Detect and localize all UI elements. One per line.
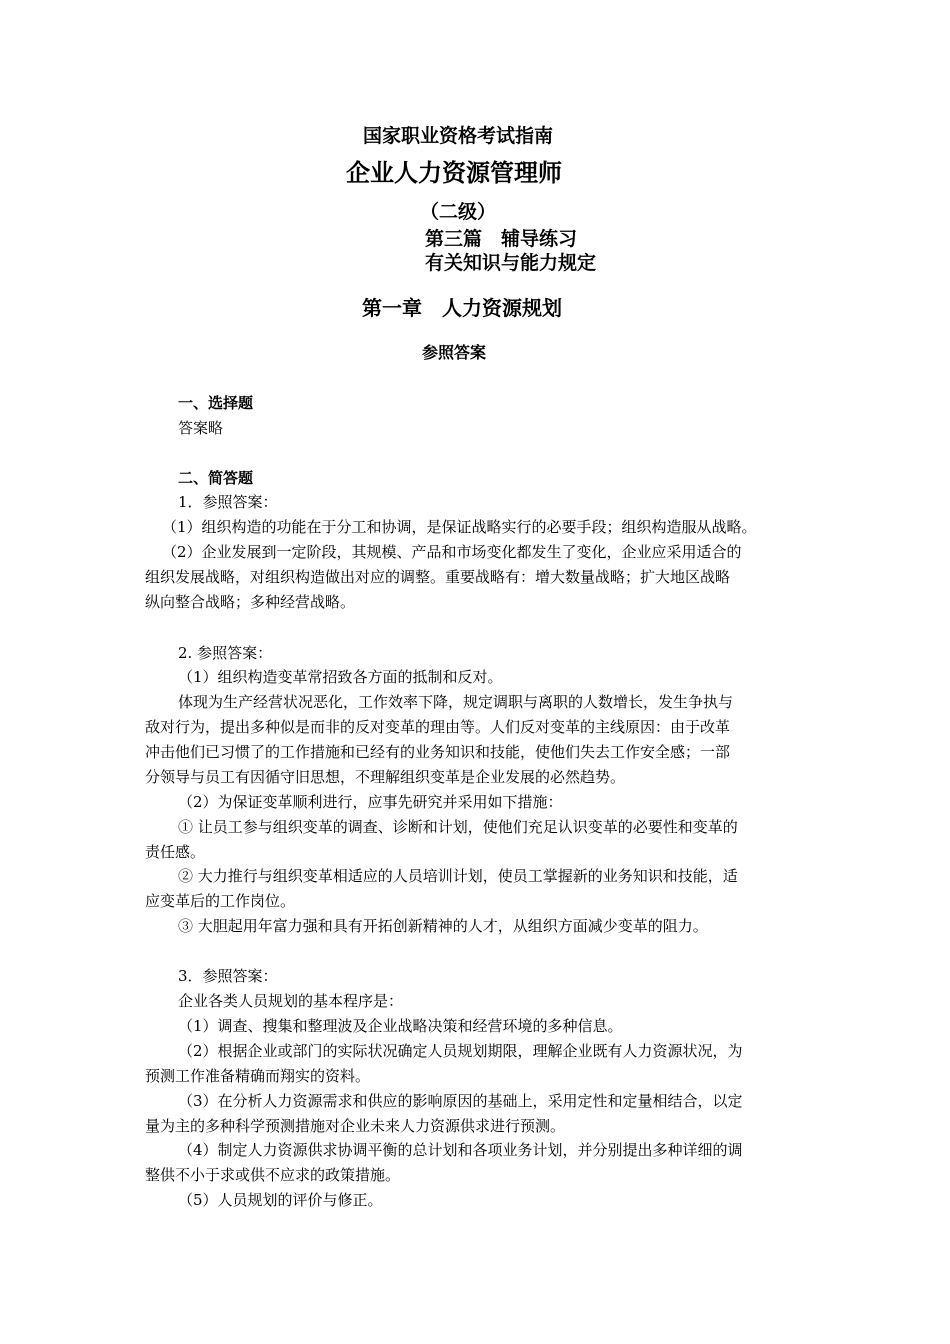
q2-line: 责任感。 — [145, 843, 206, 861]
q2-line: 体现为生产经营状况恶化，工作效率下降，规定调职与离职的人数增长，发生争执与 — [178, 693, 734, 711]
q1-label: 1．参照答案： — [178, 493, 278, 511]
section1-heading: 一、选择题 — [178, 394, 254, 412]
q2-line: 应变革后的工作岗位。 — [145, 892, 296, 910]
q2-line: ① 让员工参与组织变革的调查、诊断和计划，使他们充足认识变革的必要性和变革的 — [178, 818, 738, 836]
q2-line: ③ 大胆起用年富力强和具有开拓创新精神的人才，从组织方面减少变革的阻力。 — [178, 917, 708, 935]
q2-line: （2）为保证变革顺利进行，应事先研究并采用如下措施： — [178, 793, 563, 811]
q1-line: 纵向整合战略；多种经营战略。 — [145, 593, 356, 611]
q2-line: 敌对行为，提出多种似是而非的反对变革的理由等。人们反对变革的主线原因：由于改革 — [145, 718, 731, 736]
q3-line: （4）制定人力资源供求协调平衡的总计划和各项业务计划，并分别提出多种详细的调 — [178, 1141, 743, 1159]
q3-line: 预测工作准备精确而翔实的资料。 — [145, 1067, 371, 1085]
level-label: （二级） — [420, 201, 497, 223]
answers-title: 参照答案 — [422, 343, 487, 362]
q2-line: 分领导与员工有因循守旧思想，不理解组织变革是企业发展的必然趋势。 — [145, 768, 626, 786]
q2-line: 冲击他们已习惯了的工作措施和已经有的业务知识和技能，使他们失去工作安全感；一部 — [145, 743, 731, 761]
q3-line: （5）人员规划的评价与修正。 — [178, 1191, 383, 1209]
chapter-title: 第一章 人力资源规划 — [362, 296, 562, 320]
q2-line: （1）组织构造变革常招致各方面的抵制和反对。 — [178, 668, 503, 686]
q3-line: （2）根据企业或部门的实际状况确定人员规划期限，理解企业既有人力资源状况，为 — [178, 1042, 743, 1060]
section2-heading: 二、简答题 — [178, 469, 254, 487]
q2-line: ② 大力推行与组织变革相适应的人员培训计划，使员工掌握新的业务知识和技能，适 — [178, 867, 738, 885]
q1-line: 组织发展战略，对组织构造做出对应的调整。重要战略有：增大数量战略；扩大地区战略 — [145, 568, 731, 586]
q3-label: 3．参照答案： — [178, 967, 278, 985]
q3-line: （1）调查、搜集和整理波及企业战略决策和经营环境的多种信息。 — [178, 1017, 623, 1035]
q3-line: （3）在分析人力资源需求和供应的影响原因的基础上，采用定性和定量相结合，以定 — [178, 1092, 743, 1110]
part-subtitle: 有关知识与能力规定 — [425, 252, 597, 274]
q1-line: （2）企业发展到一定阶段，其规模、产品和市场变化都发生了变化，企业应采用适合的 — [162, 543, 742, 561]
part-title: 第三篇 辅导练习 — [425, 228, 578, 250]
guide-title: 国家职业资格考试指南 — [363, 125, 554, 147]
q3-line: 企业各类人员规划的基本程序是： — [178, 992, 404, 1010]
q3-line: 量为主的多种科学预测措施对企业未来人力资源供求进行预测。 — [145, 1117, 566, 1135]
section1-body: 答案略 — [178, 419, 224, 437]
book-title: 企业人力资源管理师 — [346, 159, 562, 187]
q1-line: （1）组织构造的功能在于分工和协调，是保证战略实行的必要手段；组织构造服从战略。 — [162, 518, 757, 536]
q2-label: 2. 参照答案： — [178, 644, 273, 662]
q3-line: 整供不小于求或供不应求的政策措施。 — [145, 1166, 401, 1184]
